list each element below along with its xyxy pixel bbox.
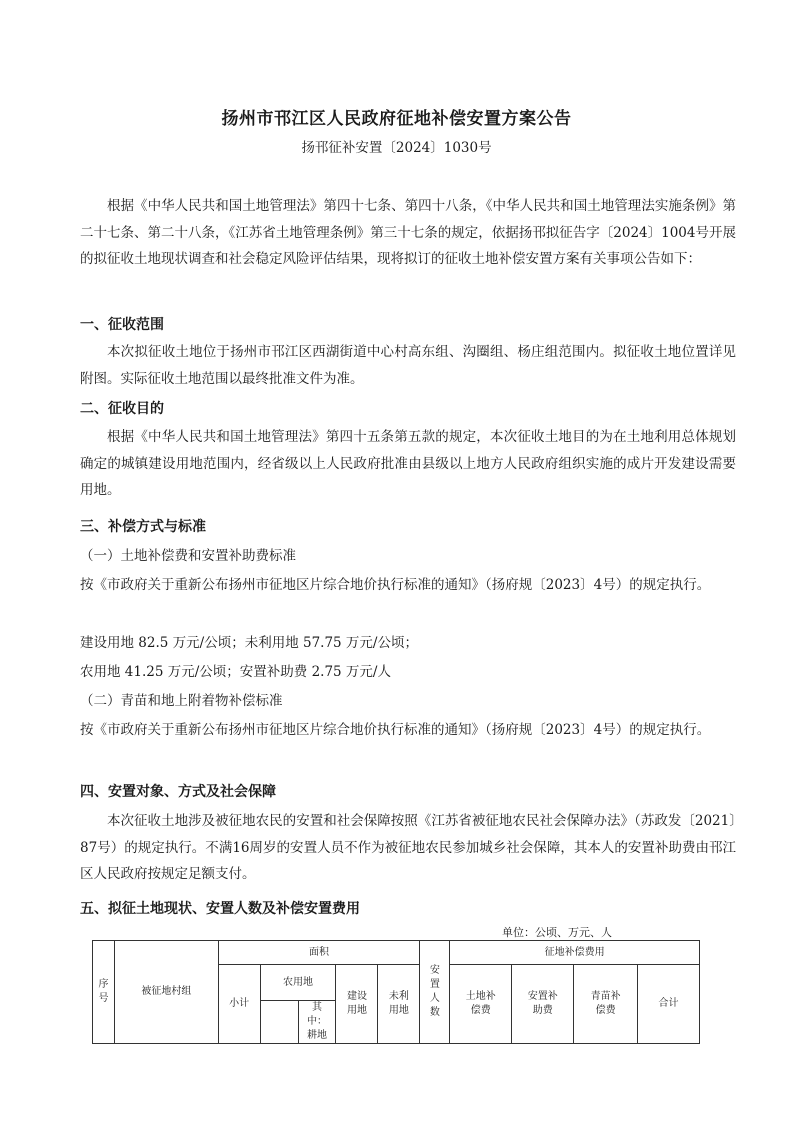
header-area: 面积: [218, 941, 420, 965]
compensation-rate-line-2: 农用地 41.25 万元/公顷；安置补助费 2.75 万元/人: [80, 664, 391, 680]
section-3-heading: 三、补偿方式与标准: [80, 519, 206, 535]
compensation-rate-line-1: 建设用地 82.5 万元/公顷；未利用地 57.75 万元/公顷；: [80, 635, 418, 651]
document-number: 扬邗征补安置〔2024〕1030号: [301, 140, 492, 156]
section-3-sub1-body: 按《市政府关于重新公布扬州市征地区片综合地价执行标准的通知》（扬府规〔2023〕4号）的规定执行。: [80, 577, 711, 593]
header-crops: 青苗补偿费: [574, 965, 638, 1044]
preamble-paragraph: 根据《中华人民共和国土地管理法》第四十七条、第四十八条，《中华人民共和国土地管理法实施条例》第二十七条、第二十八条，《江苏省土地管理条例》第三十七条的规定，依据扬邗拟征告字〔2024〕1004号开展的拟征收土地现状调查和社会稳定风险评估结果，现将拟订的征收土地补偿安置方案有关事项公告如下：: [80, 198, 736, 267]
header-cultivated: 其中：耕地: [298, 1001, 336, 1044]
section-1-heading: 一、征收范围: [80, 317, 164, 333]
section-3-subheading-2: （二）青苗和地上附着物补偿标准: [80, 693, 283, 709]
header-subtotal: 小计: [218, 965, 260, 1044]
header-people: 安置人数: [420, 941, 450, 1044]
header-total: 合计: [638, 965, 700, 1044]
header-village: 被征地村组: [114, 941, 218, 1044]
page-title: 扬州市邗江区人民政府征地补偿安置方案公告: [221, 109, 572, 129]
section-1-body: 本次拟征收土地位于扬州市邗江区西湖街道中心村高东组、沟圈组、杨庄组范围内。拟征收土地位置详见附图。实际征收土地范围以最终批准文件为准。: [80, 344, 736, 387]
section-2-body: 根据《中华人民共和国土地管理法》第四十五条第五款的规定，本次征收土地目的为在土地利用总体规划确定的城镇建设用地范围内，经省级以上人民政府批准由县级以上地方人民政府组织实施的成片开发建设需要用地。: [80, 429, 736, 498]
section-3-subheading-1: （一）土地补偿费和安置补助费标准: [80, 548, 296, 564]
section-3-sub2-body: 按《市政府关于重新公布扬州市征地区片综合地价执行标准的通知》（扬府规〔2023〕4号）的规定执行。: [80, 722, 711, 738]
header-resettlement: 安置补助费: [512, 965, 574, 1044]
header-construction: 建设用地: [336, 965, 378, 1044]
section-5-heading: 五、拟征土地现状、安置人数及补偿安置费用: [80, 901, 360, 917]
header-seq: 序号: [93, 941, 115, 1044]
section-4-heading: 四、安置对象、方式及社会保障: [80, 784, 276, 800]
header-land-compensation: 土地补偿费: [450, 965, 512, 1044]
section-2-heading: 二、征收目的: [80, 401, 164, 417]
header-farmland: 农用地: [260, 965, 336, 1001]
header-unused: 未利用地: [378, 965, 420, 1044]
compensation-table: [92, 940, 700, 1044]
table-unit-note: 单位：公顷、万元、人: [502, 926, 612, 939]
section-4-body: 本次征收土地涉及被征地农民的安置和社会保障按照《江苏省被征地农民社会保障办法》（苏政发〔2021〕87号）的规定执行。不满16周岁的安置人员不作为被征地农民参加城乡社会保障，其本人的安置补助费由邗江区人民政府按规定足额支付。: [80, 813, 736, 882]
header-fees: 征地补偿费用: [450, 941, 700, 965]
